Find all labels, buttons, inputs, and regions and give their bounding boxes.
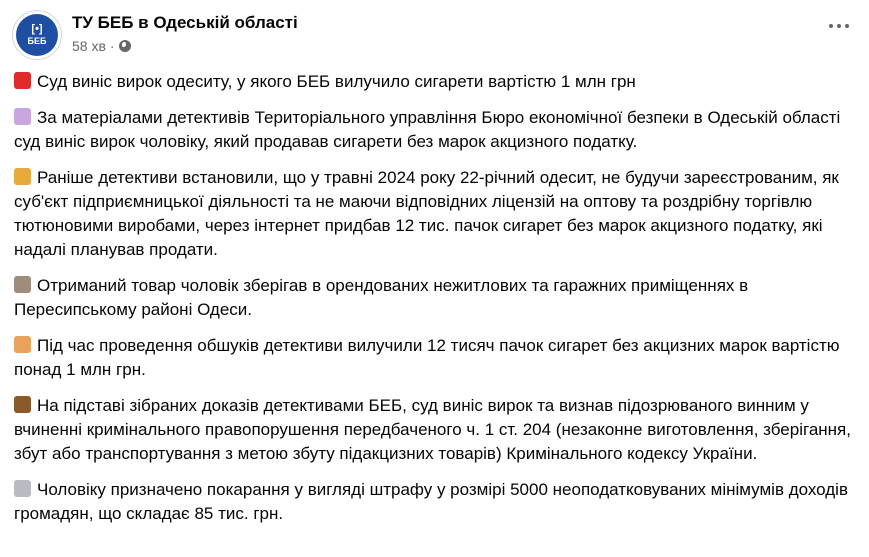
paragraph-text: Суд виніс вирок одеситу, у якого БЕБ вилучило сигарети вартістю 1 млн грн	[37, 72, 636, 91]
memo-icon	[14, 108, 31, 125]
paragraph-text: За матеріалами детективів Територіального управління Бюро економічної безпеки в Одеській області суд виніс вирок чоловіку, який продавав сигарети без марок акцизного податку.	[14, 108, 841, 151]
house-icon	[14, 276, 31, 293]
detective-icon	[14, 168, 31, 185]
paragraph-text: На підставі зібраних доказів детективами БЕБ, суд виніс вирок та визнав підозрюваного винним у вчиненні кримінального правопорушення передбаченого ч. 1 ст. 204 (незаконне виготовлення, зберігання, збут або транспортування з метою збуту підакцизних товарів) Кримінального кодексу України.	[14, 396, 851, 463]
person-icon	[14, 336, 31, 353]
globe-icon	[119, 40, 131, 52]
dot-icon	[829, 24, 833, 28]
page-name-link[interactable]: ТУ БЕБ в Одеській області	[72, 13, 298, 32]
post-paragraph	[14, 106, 856, 154]
paragraph-text: Отриманий товар чоловік зберігав в орендованих нежитлових та гаражних приміщеннях в Пересипському районі Одеси.	[14, 276, 749, 319]
judge-icon	[14, 396, 31, 413]
post-body	[14, 70, 856, 538]
beb-logo: [•] БЕБ	[16, 14, 58, 56]
post-paragraph	[14, 394, 856, 466]
post-paragraph	[14, 70, 856, 94]
double-exclamation-icon	[14, 72, 31, 89]
dot-icon	[837, 24, 841, 28]
avatar[interactable]	[12, 10, 62, 60]
more-options-button[interactable]	[829, 24, 849, 28]
separator: ·	[109, 38, 115, 54]
post-paragraph	[14, 478, 856, 526]
post-time-link[interactable]: 58 хв	[72, 38, 106, 54]
paragraph-text: Під час проведення обшуків детективи вилучили 12 тисяч пачок сигарет без акцизних марок вартістю понад 1 млн грн.	[14, 336, 840, 379]
scales-icon	[14, 480, 31, 497]
paragraph-text: Чоловіку призначено покарання у вигляді штрафу у розмірі 5000 неоподатковуваних мінімумів доходів громадян, що складає 85 тис. грн.	[14, 480, 848, 523]
post-meta	[72, 38, 131, 54]
dot-icon	[845, 24, 849, 28]
post-paragraph	[14, 334, 856, 382]
paragraph-text: Раніше детективи встановили, що у травні 2024 року 22-річний одесит, не будучи зареєстрованим, як суб'єкт підприємницької діяльності та не маючи відповідних ліцензій на оптову та роздрібну торгівлю тютюновими виробами, через інтернет придбав 12 тис. пачок сигарет без марок акцизного податку, які надалі планував продати.	[14, 168, 839, 259]
post-paragraph	[14, 274, 856, 322]
post-paragraph	[14, 166, 856, 262]
post-header	[12, 10, 857, 60]
